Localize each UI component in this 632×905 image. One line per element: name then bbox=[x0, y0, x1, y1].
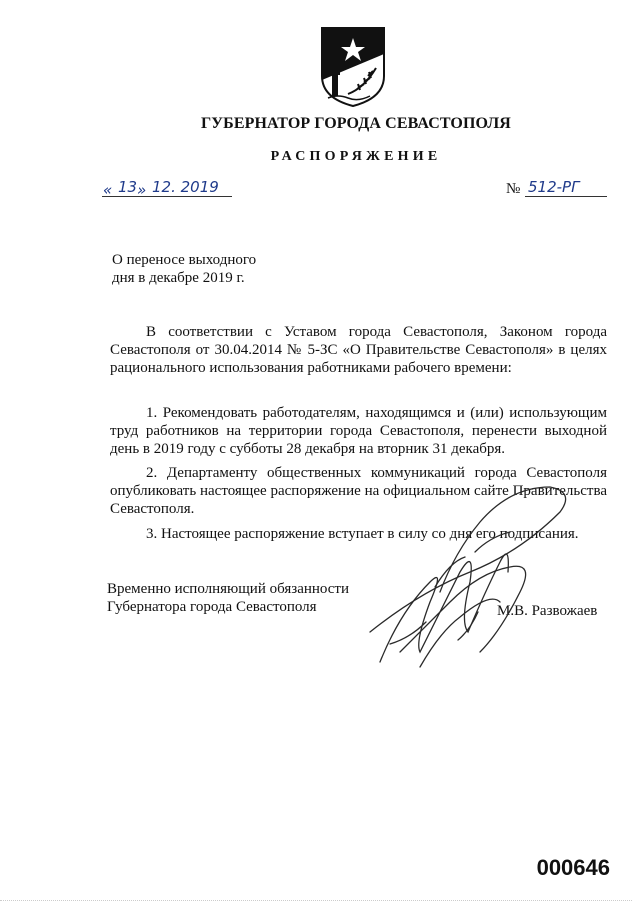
item-1-paragraph bbox=[110, 404, 607, 458]
date-month-year: 12. 2019 bbox=[152, 178, 219, 196]
intro-paragraph bbox=[110, 323, 607, 377]
date-open-quote: « bbox=[103, 181, 113, 199]
date-day: 13 bbox=[118, 178, 138, 196]
item-1-text: 1. Рекомендовать работодателям, находящимся и (или) использующим труд работников на территории города Севастополя, перенести выходной день в 2019 году с субботы 28 декабря на вторник 31 декабря. bbox=[110, 405, 607, 457]
number-sign: № bbox=[506, 181, 521, 197]
registration-number: 000646 bbox=[536, 855, 610, 880]
intro-text: В соответствии с Уставом города Севастополя, Законом города Севастополя от 30.04.2014 № 5-ЗС «О Правительстве Севастополя» в целях рационального использования работниками рабочего времени: bbox=[110, 324, 607, 376]
document-number: 512-РГ bbox=[528, 178, 580, 196]
item-3-text: 3. Настоящее распоряжение вступает в силу со дня его подписания. bbox=[146, 526, 579, 542]
handwritten-signature-icon bbox=[360, 462, 580, 692]
bottom-divider bbox=[0, 898, 632, 901]
date-close-quote: » bbox=[137, 181, 147, 199]
item-2-text: 2. Департаменту общественных коммуникаций города Севастополя опубликовать настоящее распоряжение на официальном сайте Правительства Севастополя. bbox=[110, 465, 607, 517]
document-type: РАСПОРЯЖЕНИЕ bbox=[270, 149, 442, 164]
signer-name: М.В. Развожаев bbox=[497, 603, 598, 619]
page-title: ГУБЕРНАТОР ГОРОДА СЕВАСТОПОЛЯ bbox=[201, 115, 511, 132]
signer-position-line-2: Губернатора города Севастополя bbox=[107, 599, 317, 615]
subject-line-1: О переносе выходного bbox=[112, 252, 257, 268]
signer-position-line-1: Временно исполняющий обязанности bbox=[107, 581, 350, 597]
subject-line-2: дня в декабре 2019 г. bbox=[112, 270, 245, 286]
number-underline bbox=[525, 196, 607, 197]
coat-of-arms-icon bbox=[318, 24, 388, 108]
date-underline bbox=[102, 196, 232, 197]
